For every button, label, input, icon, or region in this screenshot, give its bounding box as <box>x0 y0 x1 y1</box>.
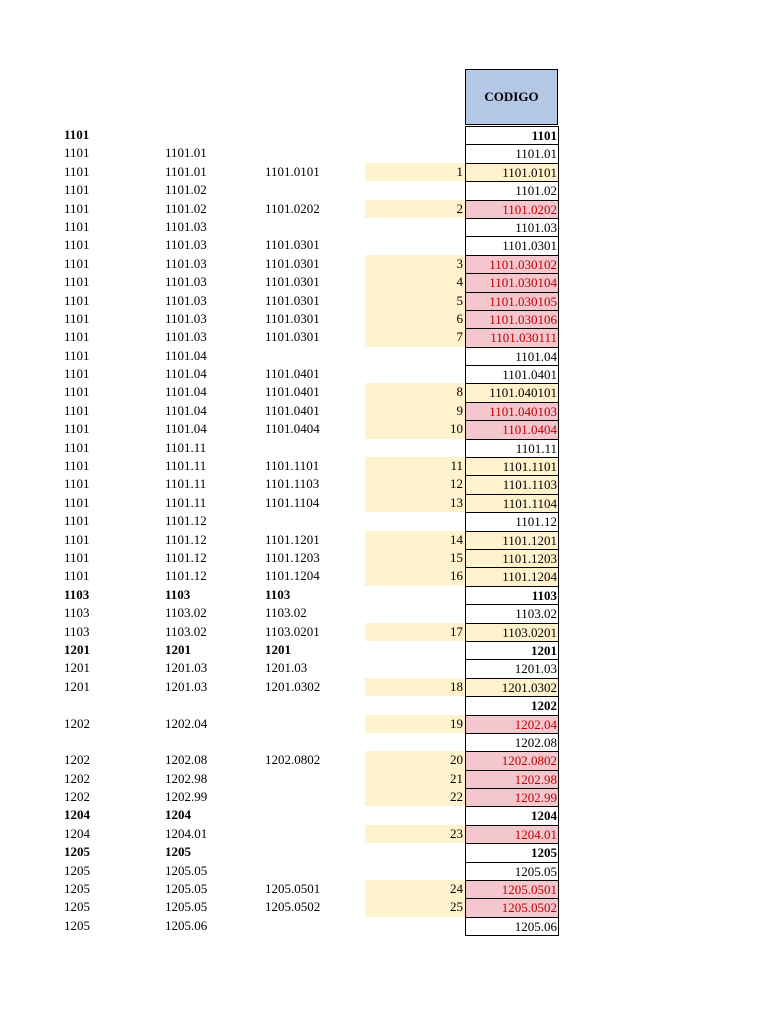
level-1-cell[interactable]: 1101 <box>64 531 90 547</box>
table-row <box>0 825 768 843</box>
codigo-cell[interactable]: 1101 <box>465 126 559 145</box>
level-3-cell[interactable]: 1101.0301 <box>265 292 320 308</box>
table-row <box>0 383 768 401</box>
codigo-cell[interactable]: 1205.0502 <box>465 898 559 917</box>
level-1-cell[interactable]: 1101 <box>64 329 90 345</box>
table-row <box>0 126 768 144</box>
table-row <box>0 181 768 199</box>
level-2-cell[interactable]: 1101.03 <box>165 329 207 345</box>
level-3-cell[interactable]: 1103.02 <box>265 605 307 621</box>
table-row <box>0 439 768 457</box>
level-1-cell[interactable]: 1101 <box>64 402 90 418</box>
row-number-cell[interactable]: 16 <box>365 567 465 585</box>
level-1-cell[interactable]: 1205 <box>64 844 90 860</box>
level-3-cell[interactable]: 1101.1203 <box>265 549 320 565</box>
level-1-cell[interactable]: 1101 <box>64 476 90 492</box>
codigo-cell[interactable]: 1101.0401 <box>465 365 559 384</box>
level-1-cell[interactable]: 1205 <box>64 862 90 878</box>
level-1-cell[interactable]: 1201 <box>64 678 90 694</box>
row-number-cell[interactable] <box>365 641 465 659</box>
row-number-cell[interactable]: 17 <box>365 623 465 641</box>
level-2-cell[interactable]: 1101.11 <box>165 439 207 455</box>
table-row <box>0 365 768 383</box>
codigo-cell[interactable]: 1103.0201 <box>465 623 559 642</box>
codigo-cell[interactable]: 1101.0301 <box>465 236 559 255</box>
codigo-cell[interactable]: 1204.01 <box>465 825 559 844</box>
codigo-cell[interactable]: 1205.05 <box>465 862 559 881</box>
level-2-cell[interactable]: 1101.04 <box>165 366 207 382</box>
level-1-cell[interactable]: 1101 <box>64 237 90 253</box>
row-number-cell[interactable]: 13 <box>365 494 465 512</box>
row-number-cell[interactable] <box>365 236 465 254</box>
level-1-cell[interactable]: 1202 <box>64 752 90 768</box>
row-number-cell[interactable] <box>365 806 465 824</box>
codigo-cell[interactable]: 1101.01 <box>465 144 559 163</box>
level-3-cell[interactable]: 1101.1204 <box>265 568 320 584</box>
table-row <box>0 347 768 365</box>
level-2-cell[interactable]: 1101.11 <box>165 476 207 492</box>
level-2-cell[interactable]: 1101.03 <box>165 237 207 253</box>
level-1-cell[interactable]: 1205 <box>64 899 90 915</box>
level-1-cell[interactable]: 1101 <box>64 218 90 234</box>
row-number-cell[interactable] <box>365 144 465 162</box>
table-row <box>0 788 768 806</box>
level-2-cell[interactable]: 1101.03 <box>165 292 207 308</box>
row-number-cell[interactable] <box>365 218 465 236</box>
codigo-cell[interactable]: 1101.1204 <box>465 567 559 586</box>
row-number-cell[interactable] <box>365 696 465 714</box>
level-3-cell[interactable]: 1103.0201 <box>265 623 320 639</box>
level-1-cell[interactable]: 1201 <box>64 641 90 657</box>
level-1-cell[interactable]: 1101 <box>64 255 90 271</box>
table-row <box>0 623 768 641</box>
level-2-cell[interactable]: 1201.03 <box>165 660 208 676</box>
table-row <box>0 678 768 696</box>
level-3-cell[interactable]: 1101.0301 <box>265 310 320 326</box>
codigo-cell[interactable]: 1202.98 <box>465 770 559 789</box>
row-number-cell[interactable]: 25 <box>365 898 465 916</box>
level-1-cell[interactable]: 1101 <box>64 274 90 290</box>
table-row <box>0 604 768 622</box>
level-1-cell[interactable]: 1204 <box>64 825 90 841</box>
level-1-cell[interactable]: 1101 <box>64 163 90 179</box>
level-2-cell[interactable]: 1205.05 <box>165 899 208 915</box>
codigo-cell[interactable]: 1202.04 <box>465 715 559 734</box>
level-3-cell[interactable]: 1101.1104 <box>265 494 320 510</box>
level-2-cell[interactable]: 1103.02 <box>165 605 207 621</box>
row-number-cell[interactable] <box>365 126 465 144</box>
codigo-cell[interactable]: 1202.08 <box>465 733 559 752</box>
table-row <box>0 751 768 769</box>
table-row <box>0 475 768 493</box>
table-row <box>0 898 768 916</box>
level-1-cell[interactable]: 1101 <box>64 513 90 529</box>
level-3-cell[interactable]: 1101.0401 <box>265 384 320 400</box>
level-2-cell[interactable]: 1101.04 <box>165 421 207 437</box>
row-number-cell[interactable]: 10 <box>365 420 465 438</box>
level-3-cell[interactable]: 1205.0501 <box>265 881 321 897</box>
level-2-cell[interactable]: 1101.03 <box>165 274 207 290</box>
codigo-cell[interactable]: 1202.0802 <box>465 751 559 770</box>
codigo-cell[interactable]: 1101.12 <box>465 512 559 531</box>
level-1-cell[interactable]: 1101 <box>64 310 90 326</box>
codigo-cell[interactable]: 1101.0404 <box>465 420 559 439</box>
table-row <box>0 567 768 585</box>
level-1-cell[interactable]: 1101 <box>64 292 90 308</box>
codigo-cell[interactable]: 1101.0101 <box>465 163 559 182</box>
level-2-cell[interactable]: 1201.03 <box>165 678 208 694</box>
level-1-cell[interactable]: 1201 <box>64 660 90 676</box>
level-2-cell[interactable]: 1101.04 <box>165 384 207 400</box>
level-1-cell[interactable]: 1101 <box>64 384 90 400</box>
table-row <box>0 806 768 824</box>
table-row <box>0 733 768 751</box>
row-number-cell[interactable]: 8 <box>365 383 465 401</box>
row-number-cell[interactable] <box>365 347 465 365</box>
table-row <box>0 144 768 162</box>
level-2-cell[interactable]: 1103 <box>165 586 191 602</box>
level-2-cell[interactable]: 1103.02 <box>165 623 207 639</box>
codigo-cell[interactable]: 1101.0202 <box>465 200 559 219</box>
row-number-cell[interactable] <box>365 439 465 457</box>
codigo-cell[interactable]: 1101.030105 <box>465 292 559 311</box>
level-3-cell[interactable]: 1201.03 <box>265 660 308 676</box>
table-row <box>0 843 768 861</box>
row-number-cell[interactable]: 14 <box>365 531 465 549</box>
level-1-cell[interactable]: 1202 <box>64 770 90 786</box>
table-row <box>0 402 768 420</box>
level-2-cell[interactable]: 1101.04 <box>165 347 207 363</box>
table-row <box>0 531 768 549</box>
level-3-cell[interactable]: 1205.0502 <box>265 899 321 915</box>
table-row <box>0 310 768 328</box>
codigo-cell[interactable]: 1101.11 <box>465 439 559 458</box>
codigo-cell[interactable]: 1101.040101 <box>465 383 559 402</box>
level-3-cell[interactable]: 1101.0202 <box>265 200 320 216</box>
codigo-cell[interactable]: 1101.030104 <box>465 273 559 292</box>
row-number-cell[interactable]: 2 <box>365 200 465 218</box>
row-number-cell[interactable]: 7 <box>365 328 465 346</box>
codigo-cell[interactable]: 1101.1203 <box>465 549 559 568</box>
codigo-cell[interactable]: 1101.02 <box>465 181 559 200</box>
level-2-cell[interactable]: 1202.04 <box>165 715 208 731</box>
codigo-cell[interactable]: 1103.02 <box>465 604 559 623</box>
level-1-cell[interactable]: 1101 <box>64 439 90 455</box>
table-row <box>0 494 768 512</box>
row-number-cell[interactable]: 1 <box>365 163 465 181</box>
row-number-cell[interactable] <box>365 181 465 199</box>
table-row <box>0 880 768 898</box>
level-2-cell[interactable]: 1101.02 <box>165 200 207 216</box>
level-3-cell[interactable]: 1101.0101 <box>265 163 320 179</box>
row-number-cell[interactable]: 18 <box>365 678 465 696</box>
table-row <box>0 273 768 291</box>
level-2-cell[interactable]: 1204 <box>165 807 191 823</box>
row-number-cell[interactable]: 5 <box>365 292 465 310</box>
spreadsheet-grid <box>0 126 768 935</box>
level-3-cell[interactable]: 1101.0301 <box>265 237 320 253</box>
level-2-cell[interactable]: 1202.98 <box>165 770 208 786</box>
table-row <box>0 770 768 788</box>
codigo-column-header: CODIGO <box>465 69 558 125</box>
row-number-cell[interactable] <box>365 586 465 604</box>
level-3-cell[interactable]: 1103 <box>265 586 291 602</box>
level-2-cell[interactable]: 1202.99 <box>165 789 208 805</box>
level-1-cell[interactable]: 1101 <box>64 200 90 216</box>
table-row <box>0 512 768 530</box>
row-number-cell[interactable]: 12 <box>365 475 465 493</box>
level-2-cell[interactable]: 1101.04 <box>165 402 207 418</box>
level-1-cell[interactable]: 1101 <box>64 458 90 474</box>
level-2-cell[interactable]: 1101.12 <box>165 568 207 584</box>
row-number-cell[interactable] <box>365 843 465 861</box>
codigo-cell[interactable]: 1103 <box>465 586 559 605</box>
row-number-cell[interactable] <box>365 733 465 751</box>
level-1-cell[interactable]: 1103 <box>64 623 90 639</box>
row-number-cell[interactable]: 11 <box>365 457 465 475</box>
row-number-cell[interactable]: 20 <box>365 751 465 769</box>
level-2-cell[interactable]: 1205.06 <box>165 917 208 933</box>
level-1-cell[interactable]: 1101 <box>64 549 90 565</box>
level-2-cell[interactable]: 1205.05 <box>165 881 208 897</box>
level-3-cell[interactable]: 1101.0301 <box>265 255 320 271</box>
table-row <box>0 236 768 254</box>
level-2-cell[interactable]: 1101.01 <box>165 163 207 179</box>
level-3-cell[interactable]: 1101.1103 <box>265 476 320 492</box>
codigo-cell[interactable]: 1101.03 <box>465 218 559 237</box>
codigo-cell[interactable]: 1201.0302 <box>465 678 559 697</box>
level-1-cell[interactable]: 1204 <box>64 807 90 823</box>
codigo-cell[interactable]: 1202.99 <box>465 788 559 807</box>
level-2-cell[interactable]: 1204.01 <box>165 825 208 841</box>
row-number-cell[interactable]: 22 <box>365 788 465 806</box>
level-1-cell[interactable]: 1101 <box>64 182 90 198</box>
table-row <box>0 917 768 935</box>
table-row <box>0 641 768 659</box>
level-1-cell[interactable]: 1101 <box>64 127 90 142</box>
table-row <box>0 659 768 677</box>
level-2-cell[interactable]: 1101.12 <box>165 549 207 565</box>
codigo-cell[interactable]: 1101.04 <box>465 347 559 366</box>
row-number-cell[interactable] <box>365 512 465 530</box>
row-number-cell[interactable] <box>365 659 465 677</box>
level-3-cell[interactable]: 1101.0301 <box>265 329 320 345</box>
level-3-cell[interactable]: 1201 <box>265 641 291 657</box>
table-row <box>0 292 768 310</box>
level-3-cell[interactable]: 1101.1101 <box>265 458 320 474</box>
codigo-cell[interactable]: 1205.0501 <box>465 880 559 899</box>
row-number-cell[interactable] <box>365 862 465 880</box>
level-1-cell[interactable]: 1101 <box>64 145 90 161</box>
level-2-cell[interactable]: 1101.03 <box>165 310 207 326</box>
row-number-cell[interactable] <box>365 917 465 935</box>
codigo-cell[interactable]: 1205 <box>465 843 559 862</box>
level-2-cell[interactable]: 1201 <box>165 641 191 657</box>
table-row <box>0 420 768 438</box>
level-2-cell[interactable]: 1101.01 <box>165 145 207 161</box>
level-1-cell[interactable]: 1101 <box>64 366 90 382</box>
codigo-cell[interactable]: 1101.1101 <box>465 457 559 476</box>
level-3-cell[interactable]: 1101.1201 <box>265 531 320 547</box>
level-2-cell[interactable]: 1101.02 <box>165 182 207 198</box>
table-row <box>0 457 768 475</box>
codigo-cell[interactable]: 1101.1201 <box>465 531 559 550</box>
row-number-cell[interactable]: 15 <box>365 549 465 567</box>
level-2-cell[interactable]: 1101.12 <box>165 531 207 547</box>
codigo-cell[interactable]: 1101.030106 <box>465 310 559 329</box>
level-1-cell[interactable]: 1205 <box>64 881 90 897</box>
codigo-cell[interactable]: 1101.040103 <box>465 402 559 421</box>
row-number-cell[interactable] <box>365 604 465 622</box>
codigo-cell[interactable]: 1201 <box>465 641 559 660</box>
level-3-cell[interactable]: 1101.0401 <box>265 366 320 382</box>
level-2-cell[interactable]: 1205.05 <box>165 862 208 878</box>
row-number-cell[interactable] <box>365 365 465 383</box>
table-row <box>0 586 768 604</box>
row-number-cell[interactable]: 19 <box>365 715 465 733</box>
level-1-cell[interactable]: 1103 <box>64 605 90 621</box>
row-number-cell[interactable]: 9 <box>365 402 465 420</box>
codigo-cell[interactable]: 1101.1104 <box>465 494 559 513</box>
row-number-cell[interactable]: 6 <box>365 310 465 328</box>
table-row <box>0 255 768 273</box>
level-1-cell[interactable]: 1101 <box>64 347 90 363</box>
codigo-cell[interactable]: 1202 <box>465 696 559 715</box>
codigo-cell[interactable]: 1101.1103 <box>465 475 559 494</box>
level-2-cell[interactable]: 1101.03 <box>165 255 207 271</box>
level-1-cell[interactable]: 1101 <box>64 494 90 510</box>
row-number-cell[interactable]: 21 <box>365 770 465 788</box>
table-row <box>0 862 768 880</box>
level-2-cell[interactable]: 1202.08 <box>165 752 208 768</box>
table-row <box>0 218 768 236</box>
codigo-cell[interactable]: 1205.06 <box>465 917 559 936</box>
codigo-cell[interactable]: 1204 <box>465 806 559 825</box>
level-2-cell[interactable]: 1101.03 <box>165 218 207 234</box>
table-row <box>0 549 768 567</box>
level-2-cell[interactable]: 1101.11 <box>165 458 207 474</box>
codigo-cell[interactable]: 1101.030102 <box>465 255 559 274</box>
level-1-cell[interactable]: 1101 <box>64 568 90 584</box>
level-2-cell[interactable]: 1101.12 <box>165 513 207 529</box>
level-3-cell[interactable]: 1202.0802 <box>265 752 321 768</box>
level-3-cell[interactable]: 1101.0301 <box>265 274 320 290</box>
level-1-cell[interactable]: 1205 <box>64 917 90 933</box>
level-3-cell[interactable]: 1201.0302 <box>265 678 321 694</box>
level-2-cell[interactable]: 1101.11 <box>165 494 207 510</box>
table-row <box>0 696 768 714</box>
row-number-cell[interactable]: 3 <box>365 255 465 273</box>
codigo-cell[interactable]: 1201.03 <box>465 659 559 678</box>
table-row <box>0 200 768 218</box>
level-2-cell[interactable]: 1205 <box>165 844 191 860</box>
table-row <box>0 715 768 733</box>
codigo-cell[interactable]: 1101.030111 <box>465 328 559 347</box>
row-number-cell[interactable]: 24 <box>365 880 465 898</box>
level-1-cell[interactable]: 1202 <box>64 789 90 805</box>
row-number-cell[interactable]: 23 <box>365 825 465 843</box>
level-3-cell[interactable]: 1101.0404 <box>265 421 320 437</box>
level-3-cell[interactable]: 1101.0401 <box>265 402 320 418</box>
table-row <box>0 328 768 346</box>
level-1-cell[interactable]: 1101 <box>64 421 90 437</box>
level-1-cell[interactable]: 1103 <box>64 586 90 602</box>
level-1-cell[interactable]: 1202 <box>64 715 90 731</box>
table-row <box>0 163 768 181</box>
row-number-cell[interactable]: 4 <box>365 273 465 291</box>
